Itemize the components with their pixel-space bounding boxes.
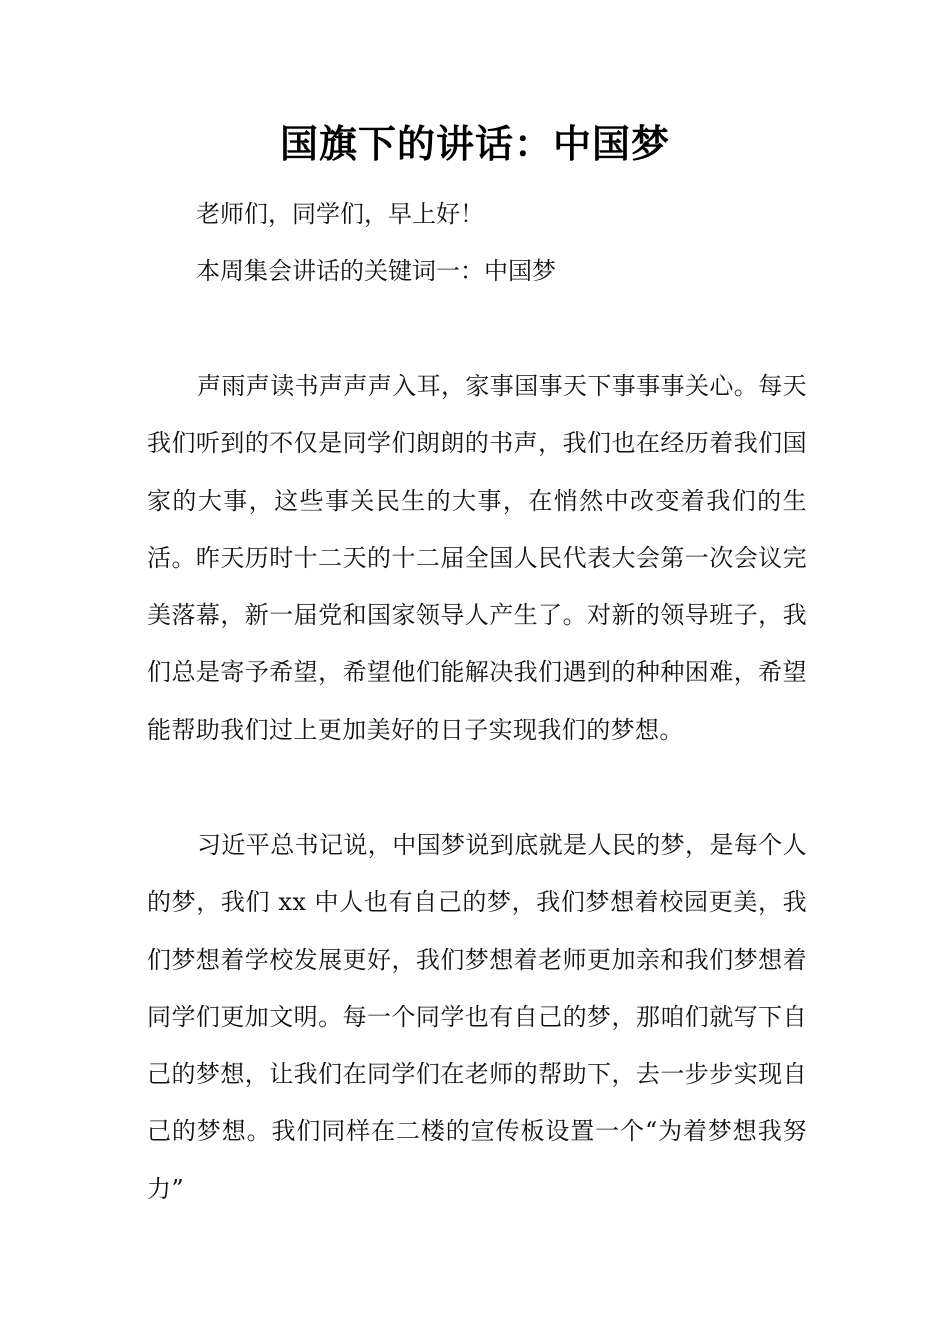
body-paragraph: 声雨声读书声声声入耳，家事国事天下事事事关心。每天我们听到的不仅是同学们朗朗的书声，我们也在经历着我们国家的大事，这些事关民生的大事，在悄然中改变着我们的生活。昨天历时十二天的十二届全国人民代表大会第一次会议完美落幕，新一届党和国家领导人产生了。对新的领导班子，我们总是寄予希望，希望他们能解决我们遇到的种种困难，希望能帮助我们过上更加美好的日子实现我们的梦想。 (147, 372, 807, 744)
document-title: 国旗下的讲话：中国梦 (279, 122, 670, 166)
greeting-line: 老师们，同学们，早上好！ (196, 200, 484, 228)
body-paragraph: 习近平总书记说，中国梦说到底就是人民的梦，是每个人的梦，我们 xx 中人也有自己的梦，我们梦想着校园更美，我们梦想着学校发展更好，我们梦想着老师更加亲和我们梦想着同学们更加文明。每一个同学也有自己的梦，那咱们就写下自己的梦想，让我们在同学们在老师的帮助下，去一步步实现自己的梦想。我们同样在二楼的宣传板设置一个“为着梦想我努力” (147, 831, 807, 1203)
keyword-line: 本周集会讲话的关键词一：中国梦 (196, 257, 556, 285)
